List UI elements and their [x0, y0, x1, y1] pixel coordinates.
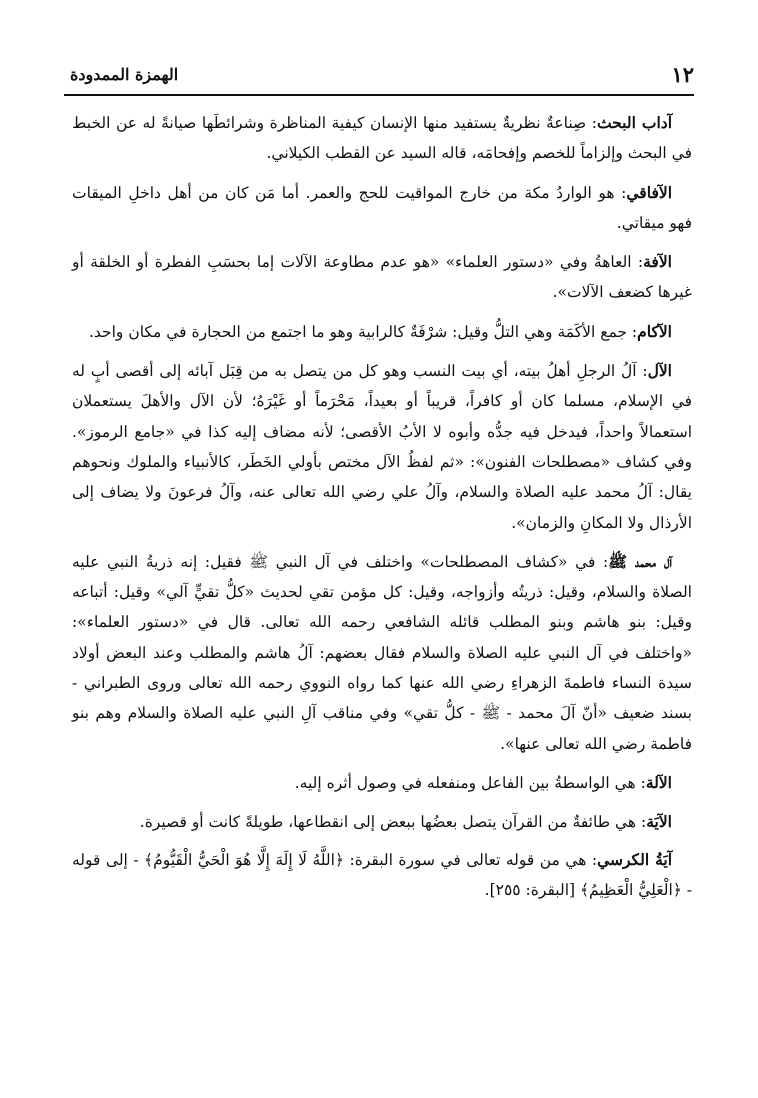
entry-definition: : هي طائفةٌ من القرآن يتصل بعضُها ببعض إلى انقطاعها، طويلةً كانت أو قصيرة. [139, 813, 647, 832]
entry-term: الآفاقي [626, 182, 672, 202]
entry-al-muhammad [72, 547, 692, 759]
entry-definition: : هي الواسطةُ بين الفاعل ومنفعله في وصول أثره إليه. [294, 773, 646, 792]
page-header [70, 56, 694, 92]
chapter-title: الهمزة الممدودة [70, 64, 179, 84]
entry-definition: : جمع الأكَمَة وهي التلُّ وقيل: شرْفَةٌ كالرابية وهو ما اجتمع من الحجارة في مكان واحد. [88, 322, 638, 341]
entry-al-al [72, 356, 692, 538]
entry-definition: : هي من قوله تعالى في سورة البقرة: ﴿اللَّهُ لَا إِلَهَ إِلَّا هُوَ الْحَيُّ الْقَيُّومُ﴾ - إلى قوله - ﴿الْعَلِيُّ الْعَظِيمُ﴾ [البقرة: ٢٥٥]. [72, 850, 692, 899]
entry-definition: : في «كشاف المصطلحات» واختلف في آل النبي ﷺ فقيل: إنه ذريةُ النبي عليه الصلاة والسلام، وقيل: ذريتُه وأزواجه، وقيل: كل مؤمن تقي لحديث «كلُّ تقيٍّ آلي» وقيل: أتباعه وقيل: بنو هاشم وبنو المطلب قائله الشافعي رحمه الله تعالى. قال في «دستور العلماء»: «واختلف في آل النبي عليه الصلاة والسلام فقال بعضهم: آلُ هاشم والمطلب وعند البعض أولاد سيدة النساء فاطمةَ الزهراءِ رضي الله عنها كما رواه النووي رحمه الله تعالى وروى الطبراني - بسند ضعيف «أنّ آلَ محمد - ﷺ - كلُّ تقي» وفي مناقب آلِ النبي عليه الصلاة والسلام وهم بنو فاطمة رضي الله تعالى عنها». [72, 552, 692, 753]
entries-list [72, 108, 692, 914]
page-number: ١٢ [671, 61, 694, 87]
entry-al-afa [72, 247, 692, 308]
entry-adab-al-bahth [72, 108, 692, 169]
entry-al-akam [72, 317, 692, 347]
entry-term: الآفة [643, 252, 672, 272]
entry-term: آل محمد ﷺ [608, 551, 673, 571]
entry-al-aya [72, 807, 692, 837]
entry-definition: : العاهةُ وفي «دستور العلماء» «هو عدم مطاوعة الآلات إما بحسَبِ الفطرة أو الخلقة أو غيرها كضعف الآلات». [72, 253, 692, 302]
entry-definition: : صِناعةٌ نظريةٌ يستفيد منها الإنسان كيفية المناظرة وشرائطَها صيانةً له عن الخبط في البحث وإلزاماً للخصم وإفحامَه، قاله السيد عن القطب الكيلاني. [72, 114, 692, 163]
entry-term: الآلة [645, 772, 672, 792]
entry-term: آيَةُ الكرسي [597, 849, 673, 869]
entry-term: الآيَة [646, 812, 672, 832]
entry-term: الآل [647, 361, 672, 381]
entry-term: الآكام [637, 321, 672, 341]
entry-term: آداب البحث [596, 113, 673, 132]
entry-definition: : هو الواردُ مكة من خارج المواقيت للحج والعمر. أما مَن كان من أهل داخلِ الميقات فهو ميقاتي. [72, 183, 692, 232]
entry-al-afaqi [72, 178, 692, 239]
header-rule [64, 94, 694, 96]
entry-definition: : آلُ الرجلِ أهلُ بيته، أي بيت النسب وهو كل من يتصل به من قِبَل آبائه إلى أقصى أبٍ له في الإسلام، مسلما كان أو كافراً، قريباً أو بعيداً، مَحْرَماً أو غَيْرَهُ؛ لأن الآل والأهلَ يستعملان استعمالاً واحداً، فيدخل فيه جدُّه وأبوه لا الأبُ الأقصى؛ لأنه مضاف إليه كذا في «جامع الرموز». وفي كشاف «مصطلحات الفنون»: «ثم لفظُ الآل مختص بأولي الخَطَر، كالأنبياء والملوك ونحوهم يقال: آلُ محمد عليه الصلاة والسلام، وآلُ علي رضي الله تعالى عنه، وآلُ فرعونَ ولا يضاف إلى الأرذال ولا المكانِ والزمان». [72, 362, 692, 532]
entry-ayat-al-kursi [72, 845, 692, 906]
entry-al-ala [72, 768, 692, 798]
